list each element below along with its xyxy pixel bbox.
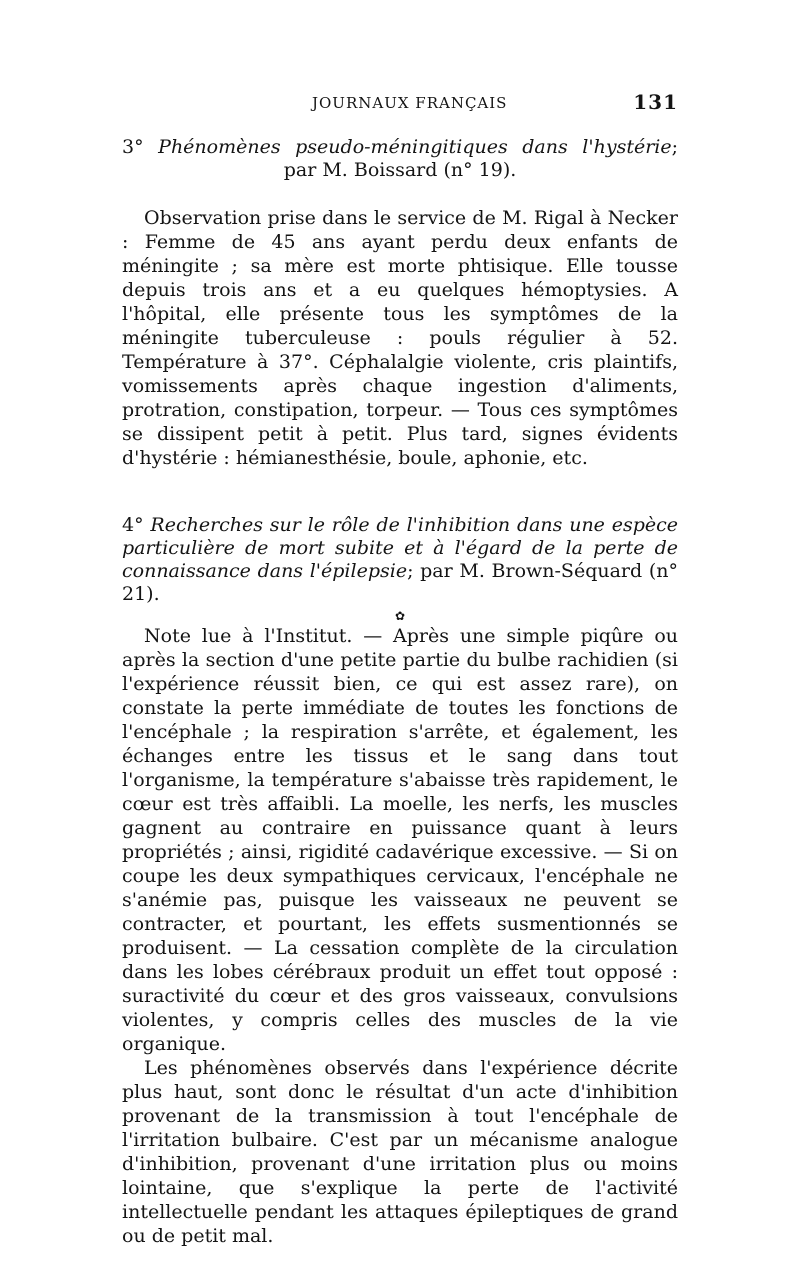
running-head: JOURNAUX FRANÇAIS (312, 94, 508, 112)
page-header (122, 88, 678, 116)
section-4-title-italic: Recherches sur le rôle de l'inhibition dans une espèce particulière de mort subite et à l'égard de la perte de connaissance dans l'épilepsie (122, 514, 678, 582)
page-number: 131 (633, 90, 678, 114)
section-3 (122, 136, 678, 470)
section-4-paragraph-1: Note lue à l'Institut. — Après une simple piqûre ou après la section d'une petite partie du bulbe rachidien (si l'expérience réussit bien, ce qui est assez rare), on constate la perte immédiate de toutes les fonctions de l'encéphale ; la respiration s'arrête, et également, les échanges entre les tissus et le sang dans tout l'organisme, la température s'abaisse très rapidement, le cœur est très affaibli. La moelle, les nerfs, les muscles gagnent au contraire en puissance quant à leurs propriétés ; ainsi, rigidité cadavérique excessive. — Si on coupe les deux sympathiques cervicaux, l'encéphale ne s'anémie pas, puisque les vaisseaux ne peuvent se contracter, et pourtant, les effets susmentionnés se produisent. — La cessation complète de la circulation dans les lobes cérébraux produit un effet tout opposé : suractivité du cœur et des gros vaisseaux, convulsions violentes, y compris celles des muscles de la vie organique. (122, 625, 678, 1055)
section-4-title (122, 514, 678, 606)
section-3-title-rest: ; par M. Boissard (n° 19). (283, 136, 679, 181)
section-3-paragraph: Observation prise dans le service de M. Rigal à Necker : Femme de 45 ans ayant perdu deux enfants de méningite ; sa mère est morte phtisique. Elle tousse depuis trois ans et a eu quelques hémoptysies. A l'hôpital, elle présente tous les symptômes de la méningite tuberculeuse : pouls régulier à 52. Température à 37°. Céphalalgie violente, cris plaintifs, vomissements après chaque ingestion d'aliments, protration, constipation, torpeur. — Tous ces symptômes se dissipent petit à petit. Plus tard, signes évidents d'hystérie : hémianesthésie, boule, aphonie, etc. (122, 207, 678, 469)
section-4-paragraph-2: Les phénomènes observés dans l'expérience décrite plus haut, sont donc le résultat d'un acte d'inhibition provenant de la transmission à tout l'encéphale de l'irritation bulbaire. C'est par un mécanisme analogue d'inhibition, provenant d'une irritation plus ou moins lointaine, que s'explique la perte de l'activité intellectuelle pendant les attaques épileptiques de grand ou de petit mal. (122, 1057, 678, 1247)
section-3-number: 3° (122, 136, 144, 158)
section-4-number: 4° (122, 514, 144, 536)
section-3-title (122, 136, 678, 182)
book-page (122, 88, 678, 1248)
section-4-title-rest: ; par M. Brown-Séquard (n° 21). (122, 560, 678, 605)
ornament-glyph: ✿ (394, 609, 406, 623)
section-4 (122, 514, 678, 1248)
section-3-title-italic: Phénomènes pseudo-méningitiques dans l'hystérie (158, 136, 672, 158)
